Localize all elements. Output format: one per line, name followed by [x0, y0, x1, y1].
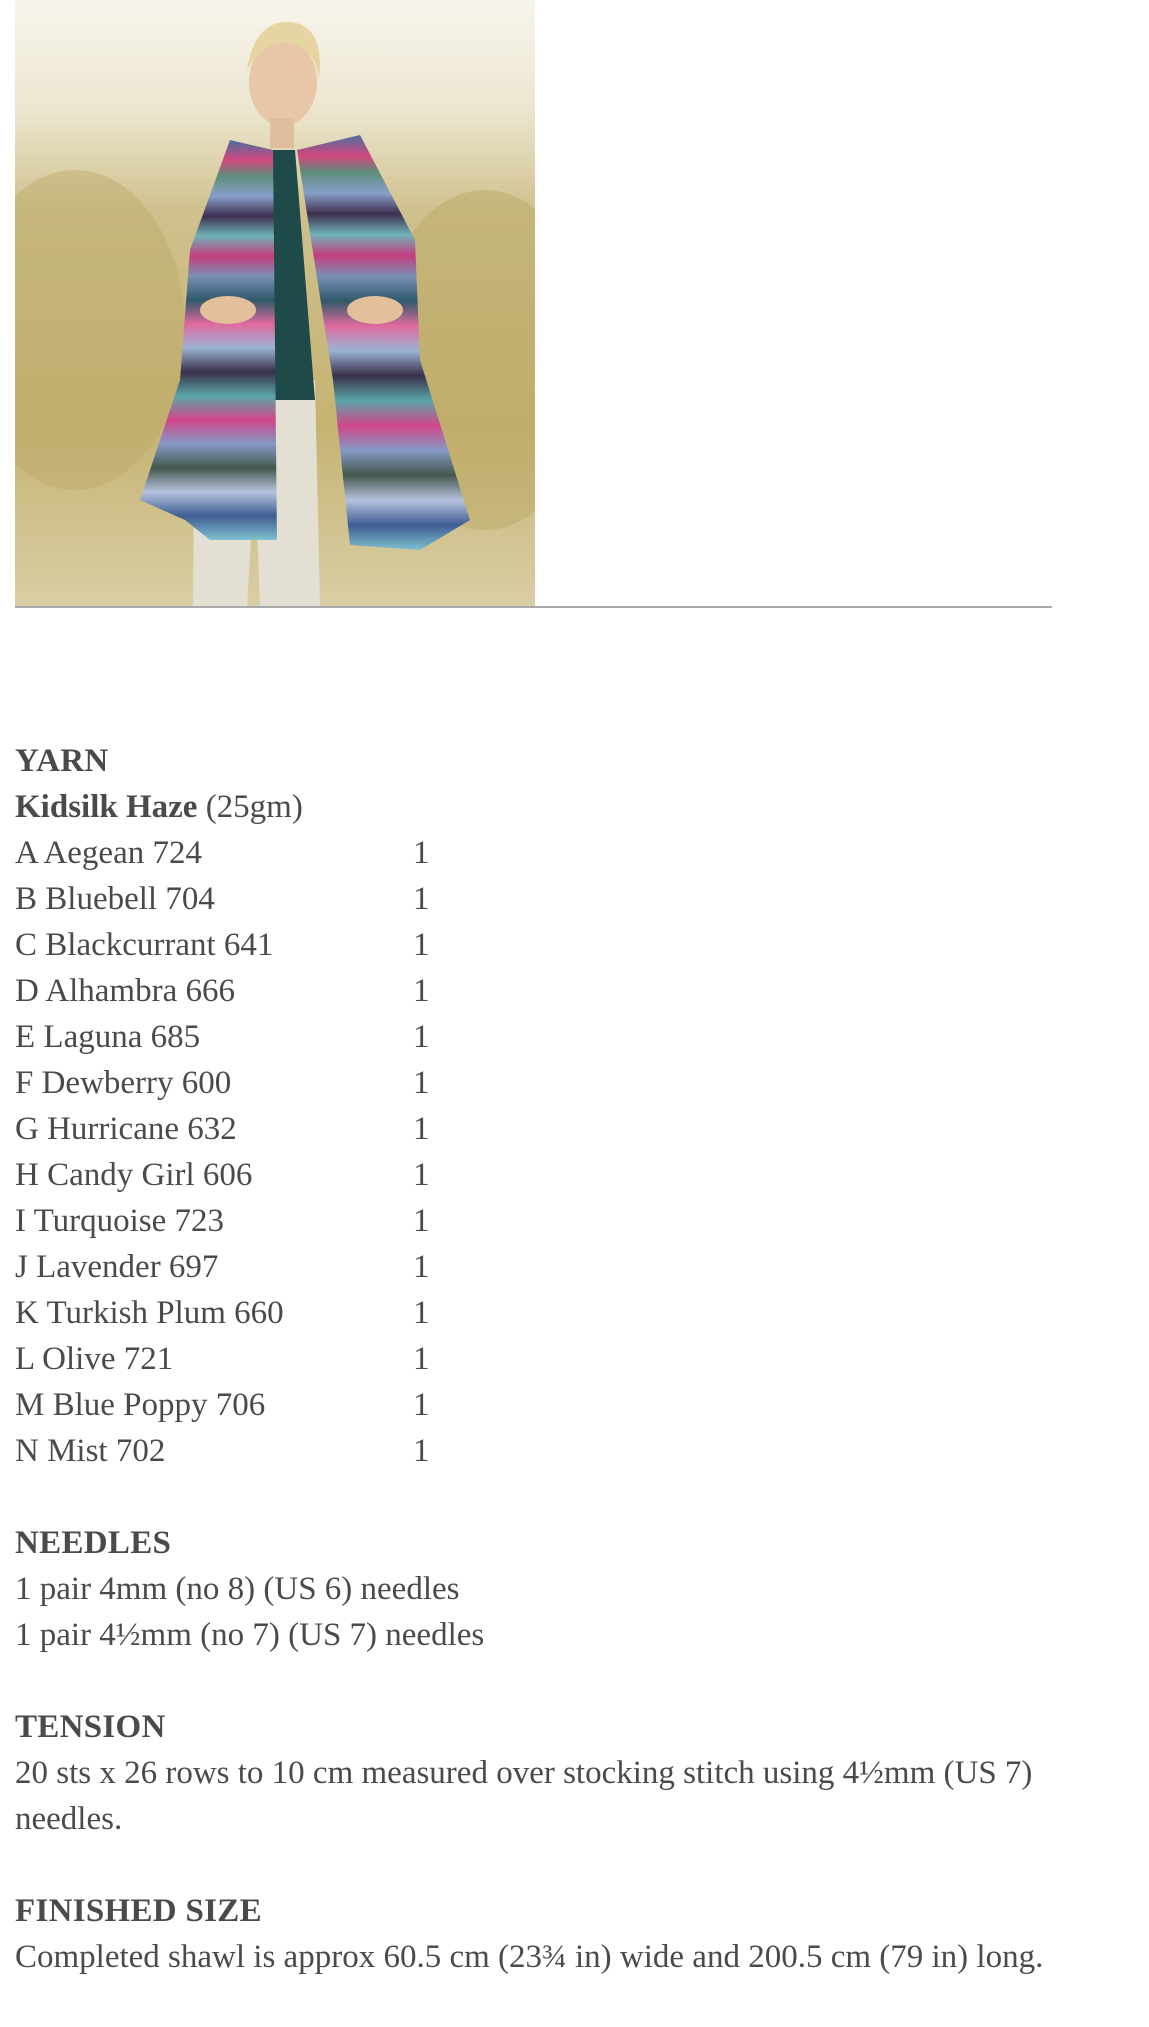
- yarn-item-label: G Hurricane 632: [15, 1111, 237, 1147]
- yarn-item: [15, 1198, 1135, 1244]
- yarn-item-label: C Blackcurrant 641: [15, 927, 274, 963]
- yarn-item-qty: 1: [413, 1249, 430, 1285]
- yarn-item-qty: 1: [413, 1433, 430, 1469]
- yarn-item-qty: 1: [413, 881, 430, 917]
- finished-size-heading: FINISHED SIZE: [15, 1893, 262, 1929]
- yarn-item: [15, 1152, 1135, 1198]
- yarn-item: [15, 876, 1135, 922]
- tension-heading: TENSION: [15, 1709, 166, 1745]
- yarn-item-label: I Turquoise 723: [15, 1203, 225, 1239]
- yarn-item-label: A Aegean 724: [15, 835, 202, 871]
- yarn-item-label: H Candy Girl 606: [15, 1157, 253, 1193]
- yarn-item: [15, 830, 1135, 876]
- yarn-item-qty: 1: [413, 1065, 430, 1101]
- yarn-item: [15, 922, 1135, 968]
- finished-size-text: Completed shawl is approx 60.5 cm (23¾ in) wide and 200.5 cm (79 in) long.: [15, 1939, 1044, 1975]
- yarn-item-label: L Olive 721: [15, 1341, 174, 1377]
- model-photo: [15, 0, 535, 607]
- yarn-item-label: M Blue Poppy 706: [15, 1387, 266, 1423]
- yarn-item: [15, 1336, 1135, 1382]
- yarn-brand: Kidsilk Haze: [15, 789, 198, 825]
- yarn-item-label: K Turkish Plum 660: [15, 1295, 284, 1331]
- yarn-item: [15, 1106, 1135, 1152]
- yarn-item-label: D Alhambra 666: [15, 973, 235, 1009]
- yarn-item: [15, 1244, 1135, 1290]
- yarn-title: [15, 784, 1135, 830]
- yarn-item-qty: 1: [413, 927, 430, 963]
- yarn-item: [15, 1428, 1135, 1474]
- yarn-item-label: F Dewberry 600: [15, 1065, 232, 1101]
- yarn-item-qty: 1: [413, 1019, 430, 1055]
- yarn-item-qty: 1: [413, 1387, 430, 1423]
- pattern-details: [15, 738, 1135, 1980]
- yarn-item-qty: 1: [413, 1203, 430, 1239]
- yarn-item-label: E Laguna 685: [15, 1019, 201, 1055]
- yarn-item-label: B Bluebell 704: [15, 881, 215, 917]
- yarn-item-qty: 1: [413, 1157, 430, 1193]
- yarn-item-qty: 1: [413, 835, 430, 871]
- yarn-item-qty: 1: [413, 1341, 430, 1377]
- yarn-item: [15, 1382, 1135, 1428]
- yarn-item: [15, 1290, 1135, 1336]
- yarn-list: [15, 830, 1135, 1474]
- yarn-heading: YARN: [15, 743, 109, 779]
- yarn-item: [15, 1014, 1135, 1060]
- yarn-weight: (25gm): [205, 789, 303, 825]
- yarn-item-label: N Mist 702: [15, 1433, 166, 1469]
- yarn-item-qty: 1: [413, 1295, 430, 1331]
- yarn-item: [15, 968, 1135, 1014]
- yarn-item-label: J Lavender 697: [15, 1249, 219, 1285]
- yarn-item: [15, 1060, 1135, 1106]
- needles-heading: NEEDLES: [15, 1525, 172, 1561]
- tension-text: 20 sts x 26 rows to 10 cm measured over stocking stitch using 4½mm (US 7) needles.: [15, 1755, 1033, 1837]
- needles-line: 1 pair 4½mm (no 7) (US 7) needles: [15, 1617, 485, 1653]
- divider-rule: [15, 606, 1052, 608]
- yarn-item-qty: 1: [413, 1111, 430, 1147]
- needles-line: 1 pair 4mm (no 8) (US 6) needles: [15, 1571, 460, 1607]
- yarn-item-qty: 1: [413, 973, 430, 1009]
